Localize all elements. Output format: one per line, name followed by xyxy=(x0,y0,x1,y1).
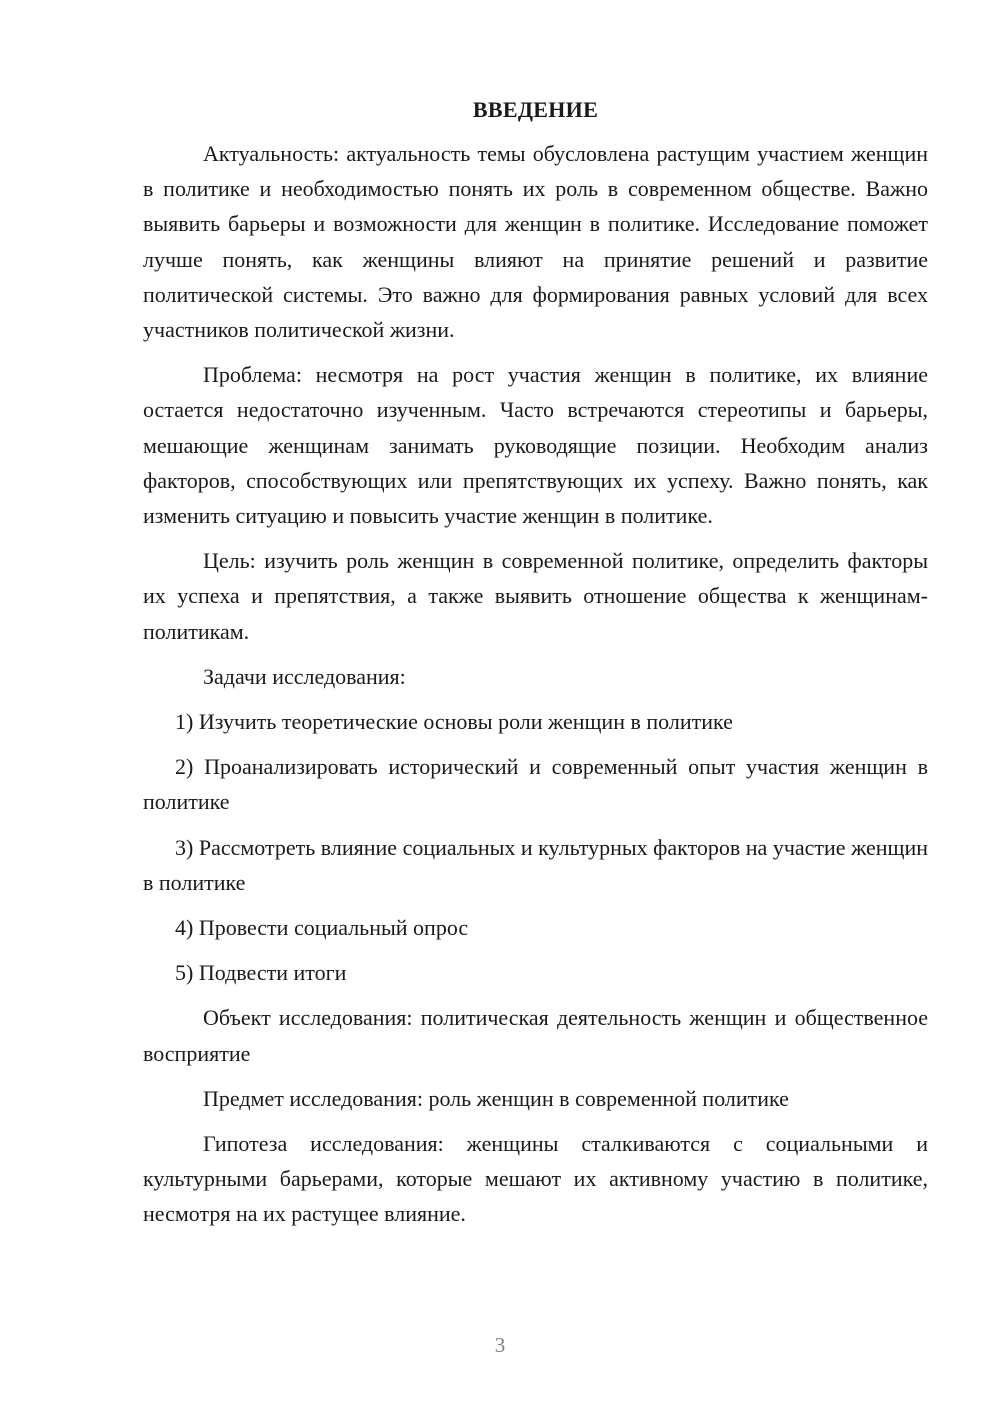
paragraph-hypothesis: Гипотеза исследования: женщины сталкиваются с социальными и культурными барьерами, которые мешают их активному участию в политике, несмотря на их растущее влияние. xyxy=(143,1131,928,1227)
paragraph-problem: Проблема: несмотря на рост участия женщин в политике, их влияние остается недостаточно изученным. Часто встречаются стереотипы и барьеры, мешающие женщинам занимать руководящие позиции. Необходим анализ факторов, способствующих или препятствующих их успеху. Важно понять, как изменить ситуацию и повысить участие женщин в политике. xyxy=(143,362,928,529)
list-item: 3) Рассмотреть влияние социальных и культурных факторов на участие женщин в политике xyxy=(143,834,928,895)
page-number: 3 xyxy=(494,1333,506,1357)
tasks-heading: Задачи исследования: xyxy=(203,663,406,689)
list-item: 2) Проанализировать исторический и современный опыт участия женщин в политике xyxy=(143,754,928,815)
paragraph-subject: Предмет исследования: роль женщин в современной политике xyxy=(203,1085,789,1111)
paragraph-object: Объект исследования: политическая деятельность женщин и общественное восприятие xyxy=(143,1005,928,1066)
paragraph-goal: Цель: изучить роль женщин в современной политике, определить факторы их успеха и препятствия, а также выявить отношение общества к женщинам-политикам. xyxy=(143,548,928,644)
page-title: ВВЕДЕНИЕ xyxy=(472,97,599,122)
paragraph-relevance: Актуальность: актуальность темы обусловлена растущим участием женщин в политике и необходимостью понять их роль в современном обществе. Важно выявить барьеры и возможности для женщин в политике. Исследование поможет лучше понять, как женщины влияют на принятие решений и развитие политической системы. Это важно для формирования равных условий для всех участников политической жизни. xyxy=(143,141,928,343)
document-page xyxy=(143,92,928,1232)
list-item: 5) Подвести итоги xyxy=(175,960,347,986)
list-item: 1) Изучить теоретические основы роли женщин в политике xyxy=(175,709,733,735)
list-item: 4) Провести социальный опрос xyxy=(175,915,469,941)
